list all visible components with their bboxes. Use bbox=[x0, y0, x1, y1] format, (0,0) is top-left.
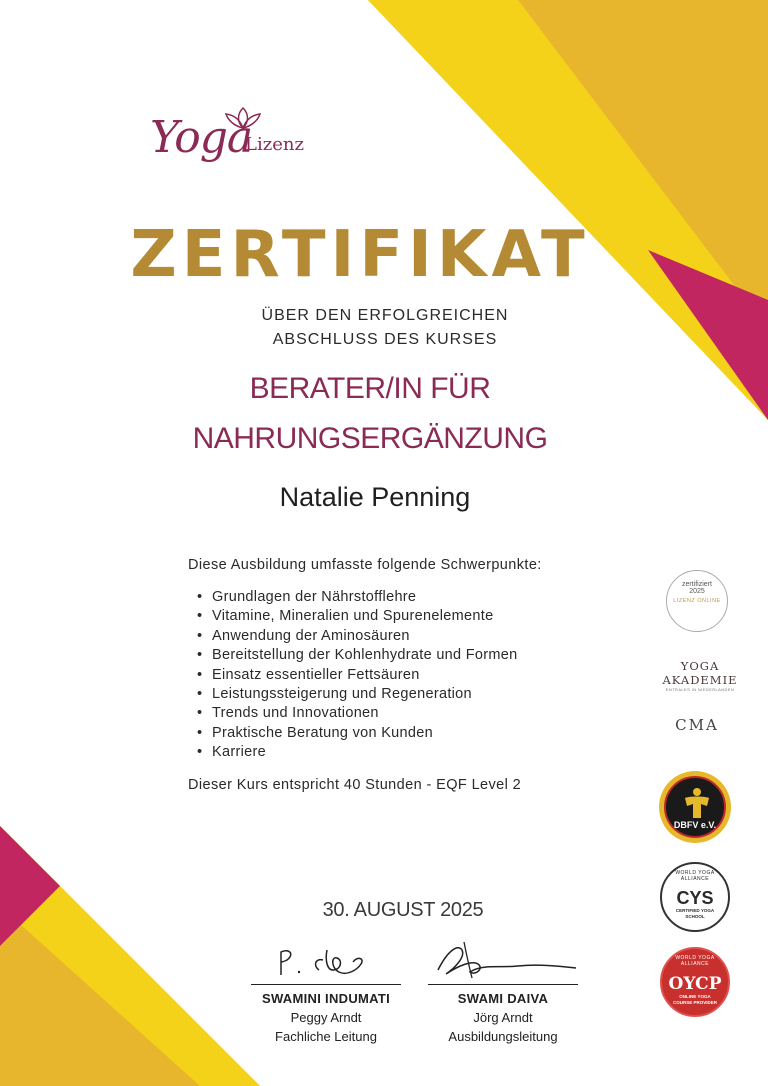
course-line: NAHRUNGSERGÄNZUNG bbox=[192, 422, 548, 455]
signature-person: Peggy Arndt bbox=[290, 1010, 362, 1025]
corner-decoration-bottom-left bbox=[0, 826, 260, 1086]
badge-line: LIZENZ ONLINE bbox=[673, 598, 721, 604]
corner-decoration-top-right bbox=[368, 0, 768, 420]
topics-list bbox=[197, 588, 518, 763]
recipient-name: Natalie Penning bbox=[279, 482, 471, 512]
subtitle bbox=[240, 304, 530, 352]
badge-line: AKADEMIE bbox=[662, 673, 738, 687]
subtitle-line: ABSCHLUSS DES KURSES bbox=[272, 331, 498, 348]
badge-text: DBFV e.V. bbox=[673, 820, 717, 830]
badge-line: COURSE PROVIDER bbox=[672, 1000, 717, 1005]
course-hours: Dieser Kurs entspricht 40 Stunden - EQF Level 2 bbox=[188, 777, 522, 793]
badge-text: CMA bbox=[675, 716, 719, 734]
subtitle-line: ÜBER DEN ERFOLGREICHEN bbox=[261, 307, 509, 324]
cma-badge bbox=[666, 716, 728, 750]
yoga-akademie-badge bbox=[660, 659, 740, 692]
badge-line: zertifiziert bbox=[682, 581, 712, 588]
yoga-lizenz-logo bbox=[150, 108, 320, 186]
badge-line: 2025 bbox=[689, 588, 705, 595]
signature-function: Fachliche Leitung bbox=[275, 1029, 377, 1044]
list-item: • Karriere bbox=[197, 743, 518, 762]
list-item: • Grundlagen der Nährstofflehre bbox=[197, 588, 518, 607]
cys-badge bbox=[660, 862, 730, 932]
badge-line: ONLINE YOGA bbox=[679, 994, 711, 999]
badge-line: CYS bbox=[676, 888, 714, 908]
certificate-date: 30. AUGUST 2025 bbox=[322, 899, 484, 921]
signature-role: SWAMINI INDUMATI bbox=[261, 991, 391, 1006]
badge-line: WORLD YOGA ALLIANCE bbox=[675, 955, 715, 967]
dbfv-badge bbox=[659, 771, 731, 843]
list-item: • Trends und Innovationen bbox=[197, 704, 518, 723]
course-title bbox=[150, 364, 590, 464]
zertifiziert-badge bbox=[662, 570, 732, 634]
logo-sub: Lizenz bbox=[245, 134, 304, 155]
certificate-title: ZERTIFIKAT bbox=[130, 218, 590, 292]
list-item: • Einsatz essentieller Fettsäuren bbox=[197, 666, 518, 685]
signature-image bbox=[428, 940, 578, 982]
signature-function: Ausbildungsleitung bbox=[448, 1029, 558, 1044]
signature-person: Jörg Arndt bbox=[473, 1010, 533, 1025]
course-line: BERATER/IN FÜR bbox=[249, 372, 491, 405]
badge-line: YOGA bbox=[680, 659, 720, 673]
list-item: • Leistungssteigerung und Regeneration bbox=[197, 685, 518, 704]
signature-block-2 bbox=[428, 940, 578, 1046]
signature-role: SWAMI DAIVA bbox=[457, 991, 549, 1006]
list-item: • Praktische Beratung von Kunden bbox=[197, 724, 518, 743]
list-item: • Anwendung der Aminosäuren bbox=[197, 627, 518, 646]
list-item: • Vitamine, Mineralien und Spurenelemente bbox=[197, 607, 518, 626]
badge-line: ENTRALES IN NIEDERLANDEN bbox=[665, 687, 735, 692]
badge-line: SCHOOL bbox=[685, 914, 705, 919]
bodybuilder-icon bbox=[677, 784, 717, 824]
badge-line: WORLD YOGA ALLIANCE bbox=[675, 870, 715, 882]
topics-intro: Diese Ausbildung umfasste folgende Schwerpunkte: bbox=[188, 557, 542, 573]
logo-word: Yoga bbox=[150, 112, 253, 163]
badge-line: OYCP bbox=[668, 974, 722, 994]
oycp-badge bbox=[660, 947, 730, 1017]
signature-block-1 bbox=[236, 940, 416, 1046]
signature-image bbox=[261, 940, 391, 982]
badge-line: CERTIFIED YOGA bbox=[675, 908, 715, 913]
list-item: • Bereitstellung der Kohlenhydrate und Formen bbox=[197, 646, 518, 665]
